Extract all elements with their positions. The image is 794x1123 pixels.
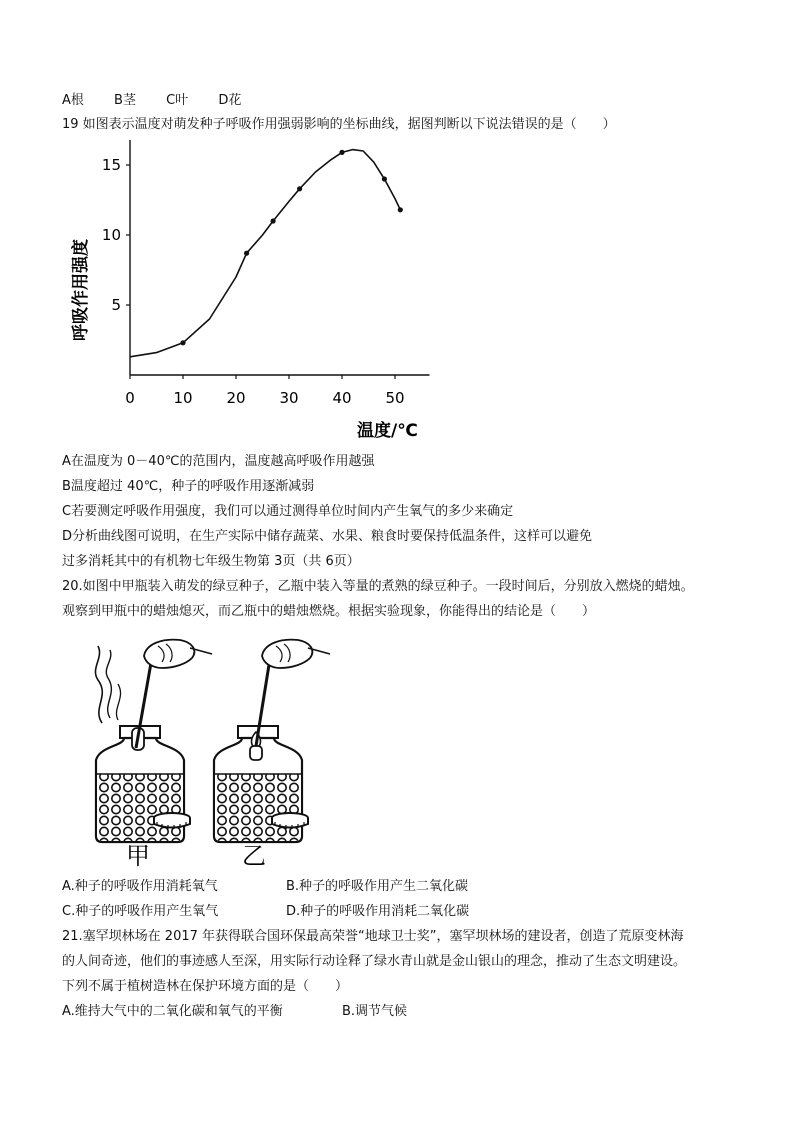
q18-option-b: B茎 [114,93,136,108]
jar-lid-jia [154,813,190,829]
q21-line1: 21.塞罕坝林场在 2017 年获得联合国环保最高荣誉“地球卫士奖”，塞罕坝林场的建设者，创造了荒原变林海 [62,929,684,944]
q21-option-b: B.调节气候 [342,1004,408,1019]
x-tick-label: 30 [279,389,299,407]
jar-label-jia: 甲 [126,842,150,868]
x-tick-label: 50 [385,389,405,407]
hand-icon [144,640,194,668]
x-tick-label: 10 [173,389,193,407]
respiration-curve [130,150,400,357]
data-point [271,218,276,223]
hand-icon [262,640,312,668]
q19-option-c: C若要测定呼吸作用强度，我们可以通过测得单位时间内产生氧气的多少来确定 [62,504,514,519]
data-point [297,186,302,191]
data-point [339,150,344,155]
data-point [382,176,387,181]
q19-continuation: 过多消耗其中的有机物七年级生物第 3页（共 6页） [62,554,360,569]
data-point [244,251,249,256]
chart-ticks-layer [102,156,405,407]
jar-experiment-illustration [62,628,352,868]
chart-axes [130,140,430,375]
q21-line3: 下列不属于植树造林在保护环境方面的是（ ） [62,979,349,994]
q18-option-d: D花 [218,93,242,108]
q20-option-c: C.种子的呼吸作用产生氧气 [62,904,219,919]
q19-stem: 19 如图表示温度对萌发种子呼吸作用强弱影响的坐标曲线，据图判断以下说法错误的是（ ） [62,117,616,132]
q19-option-d: D分析曲线图可说明，在生产实际中储存蔬菜、水果、粮食时要保持低温条件，这样可以避免 [62,529,593,544]
chart-points-layer [180,150,403,346]
q21-option-a: A.维持大气中的二氧化碳和氧气的平衡 [62,1004,283,1019]
y-tick-label: 5 [111,296,121,314]
chart-x-axis-label: 温度/℃ [357,421,418,441]
jar-label-yi: 乙 [242,842,266,868]
q18-options [62,92,267,110]
y-tick-label: 15 [101,156,121,174]
respiration-temperature-chart [62,140,442,445]
q19-option-a: A在温度为 0－40℃的范围内，温度越高呼吸作用越强 [62,454,375,469]
q20-stem-line1: 20.如图中甲瓶装入萌发的绿豆种子，乙瓶中装入等量的煮熟的绿豆种子。一段时间后，分别放入燃烧的蜡烛。 [62,579,694,594]
data-point [180,340,185,345]
q19-option-b: B温度超过 40℃，种子的呼吸作用逐渐减弱 [62,479,315,494]
chart-y-axis-label: 呼吸作用强度 [71,239,91,341]
q20-option-d: D.种子的呼吸作用消耗二氧化碳 [286,904,470,919]
q20-option-b: B.种子的呼吸作用产生二氧化碳 [286,879,469,894]
q18-option-c: C叶 [166,93,189,108]
chart-curve-layer [130,150,400,357]
q21-line2: 的人间奇迹，他们的事迹感人至深，用实际行动诠释了绿水青山就是金山银山的理念，推动了生态文明建设。 [62,954,687,969]
x-tick-label: 40 [332,389,352,407]
jar-jia [95,640,212,842]
q18-option-a: A根 [62,93,84,108]
y-tick-label: 10 [101,226,121,244]
data-point [398,207,403,212]
q20-stem-line2: 观察到甲瓶中的蜡烛熄灭，而乙瓶中的蜡烛燃烧。根据实验现象，你能得出的结论是（ ） [62,604,596,619]
x-tick-label: 0 [125,389,135,407]
q20-option-a: A.种子的呼吸作用消耗氧气 [62,879,218,894]
jar-yi [214,640,330,842]
jar-lid-yi [272,813,308,829]
smoke-icon [95,646,102,723]
x-tick-label: 20 [226,389,246,407]
